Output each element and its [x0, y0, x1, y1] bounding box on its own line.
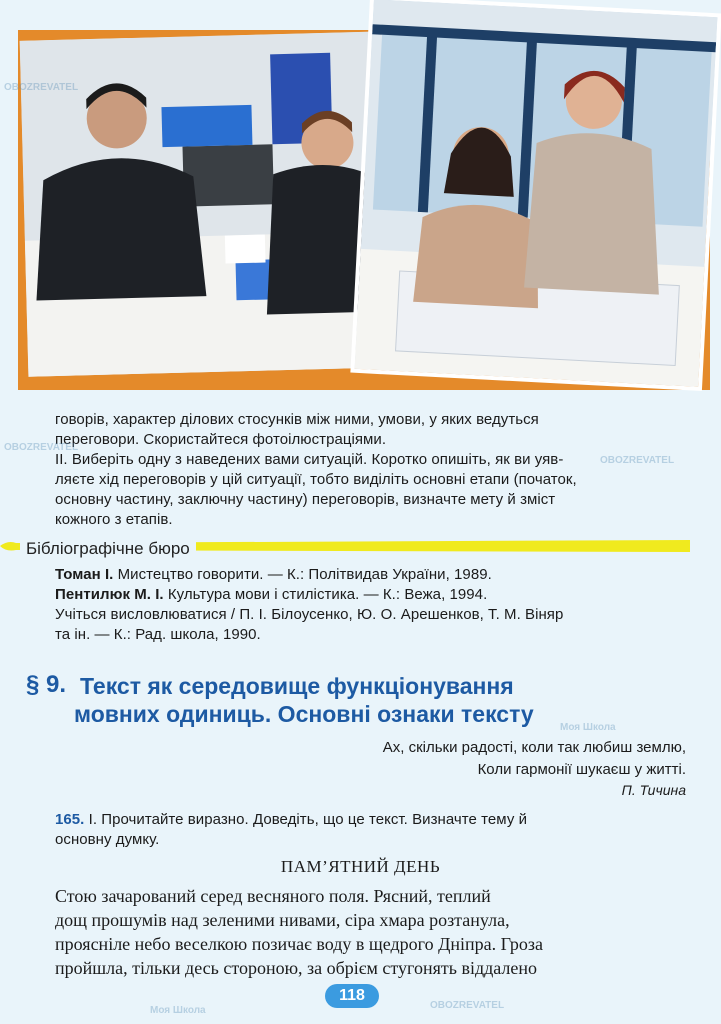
exercise-line: основну думку.: [55, 831, 160, 848]
photo-women-illustration: [355, 0, 718, 387]
page-number: 118: [325, 984, 379, 1008]
task-line: кожного з етапів.: [55, 511, 173, 528]
exercise-text: І. Прочитайте виразно. Доведіть, що це текст. Визначте тему й: [84, 811, 528, 828]
story-title: ПАМ’ЯТНИЙ ДЕНЬ: [280, 857, 441, 876]
story-line: прояснілe небо веселкою позичає воду в щедрого Дніпра. Гроза: [55, 934, 544, 954]
watermark: Моя Школа: [560, 722, 616, 733]
section-number: § 9.: [26, 671, 67, 698]
bibliography-entry: [55, 565, 687, 585]
story-line: пройшла, тільки десь стороною, за обрієм стугонять віддалено: [55, 958, 538, 978]
photo-business-meeting-women: [350, 0, 721, 391]
story-line: дощ прошумів над зеленими нивами, сіра хмара розтанула,: [55, 910, 510, 930]
bibliography-entry: Учіться висловлюватися / П. І. Білоусенко, Ю. О. Арешенков, Т. М. Віняр: [55, 606, 564, 623]
exercise-number: 165.: [55, 811, 85, 828]
epigraph-line: Ах, скільки радості, коли так любиш землю,: [382, 739, 686, 756]
bibliography-entry: та ін. — К.: Рад. школа, 1990.: [55, 626, 261, 643]
task-line: основну частину, заключну частину) переговорів, визначте мету й зміст: [55, 491, 556, 508]
exercise-line: [55, 810, 687, 830]
epigraph: [383, 737, 686, 781]
watermark: OBOZREVATEL: [430, 1000, 505, 1011]
task-line: говорів, характер ділових стосунків між ними, умови, у яких ведуться: [55, 411, 539, 428]
story-line: Стою зачарований серед весняного поля. Рясний, теплий: [55, 886, 491, 906]
section-title-line-2: мовних одиниць. Основні ознаки тексту: [74, 701, 534, 727]
task-line: ляєте хід переговорів у цій ситуації, тобто виділіть основні етапи (початок,: [55, 471, 577, 488]
watermark: OBOZREVATEL: [4, 442, 79, 453]
bibliography-author: Томан І.: [55, 566, 114, 583]
bibliography-author: Пентилюк М. І.: [55, 586, 164, 603]
section-title-line-1: Текст як середовище функціонування: [80, 673, 514, 699]
bibliography-title: Бібліографічне бюро: [20, 539, 196, 559]
bibliography-entry: [55, 585, 687, 605]
epigraph-author: П. Тичина: [621, 782, 686, 798]
task-line: переговори. Скористайтеся фотоілюстраціями.: [55, 431, 387, 448]
bibliography-details: Мистецтво говорити. — К.: Політвидав України, 1989.: [113, 566, 492, 583]
epigraph-line: Коли гармонії шукаєш у житті.: [477, 761, 686, 778]
task-line: II. Виберіть одну з наведених вами ситуацій. Коротко опишіть, як ви уяв-: [55, 451, 564, 468]
watermark: Моя Школа: [150, 1005, 206, 1016]
watermark: OBOZREVATEL: [4, 82, 79, 93]
bibliography-details: Культура мови і стилістика. — К.: Вежа, 1994.: [163, 586, 488, 603]
watermark: OBOZREVATEL: [600, 455, 675, 466]
